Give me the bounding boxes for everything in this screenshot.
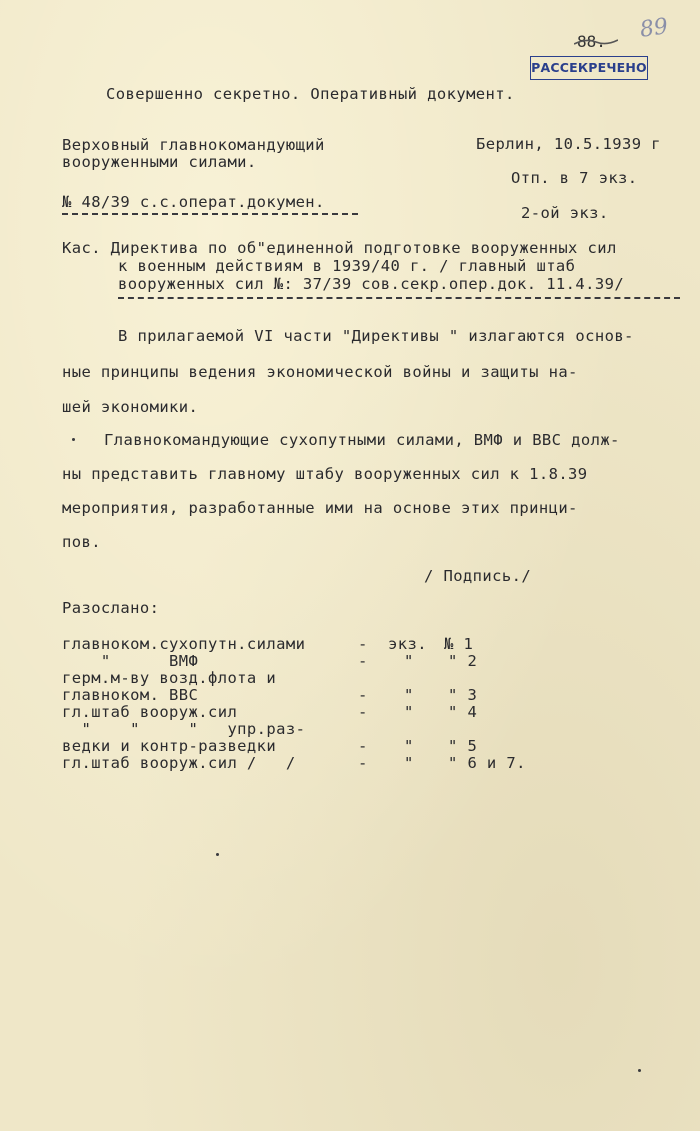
paper-speck [72, 438, 75, 441]
row-name: " ВМФ [62, 652, 199, 670]
paper-speck [216, 853, 219, 856]
row-name: главноком. ВВС [62, 686, 199, 704]
signature: / Подпись./ [424, 567, 532, 585]
row-ekz: " [404, 737, 414, 755]
subject-underline [118, 297, 680, 299]
issuer-line1: Верховный главнокомандующий [62, 136, 325, 154]
row-ekz: " [404, 754, 414, 772]
declassified-stamp: РАССЕКРЕЧЕНО [530, 56, 648, 80]
page-number-strikethrough [574, 38, 618, 46]
row-ekz: " [404, 652, 414, 670]
document-ref: № 48/39 с.с.операт.докумен. [62, 193, 325, 211]
row-name: " " " упр.раз- [62, 720, 306, 738]
handwritten-page-number: 89 [638, 14, 670, 43]
issuer-line2: вооруженными силами. [62, 153, 257, 171]
row-name: гл.штаб вооруж.сил / / [62, 754, 296, 772]
paper-speck [638, 1069, 641, 1072]
row-name: ведки и контр-разведки [62, 737, 277, 755]
row-number: " 6 и 7. [448, 754, 526, 772]
row-name: герм.м-ву возд.флота и [62, 669, 277, 687]
paragraph2-line1: Главнокомандующие сухопутными силами, ВМФ и ВВС долж- [104, 431, 620, 449]
row-dash: - [358, 703, 368, 721]
classification: Совершенно секретно. Оперативный документ. [106, 85, 515, 103]
copies-count: Отп. в 7 экз. [511, 169, 638, 187]
row-ekz: экз. [388, 635, 427, 653]
row-number: " 5 [448, 737, 478, 755]
paragraph2-line3: мероприятия, разработанные ими на основе этих принци- [62, 499, 578, 517]
row-dash: - [358, 754, 368, 772]
row-ekz: " [404, 686, 414, 704]
row-dash: - [358, 652, 368, 670]
subject-line2: к военным действиям в 1939/40 г. / главный штаб [118, 257, 576, 275]
paragraph2-line4: пов. [62, 533, 101, 551]
row-dash: - [358, 737, 368, 755]
row-ekz: " [404, 703, 414, 721]
row-number: " 3 [448, 686, 478, 704]
row-dash: - [358, 635, 368, 653]
subject-line1: Кас. Директива по об"единенной подготовке вооруженных сил [62, 239, 617, 257]
row-number: № 1 [444, 635, 474, 653]
distribution-title: Разослано: [62, 599, 160, 617]
page-number: 88. [577, 32, 606, 51]
ref-underline [62, 213, 358, 215]
row-number: " 4 [448, 703, 478, 721]
subject-line3: вооруженных сил №: 37/39 сов.секр.опер.док. 11.4.39/ [118, 275, 625, 293]
row-number: " 2 [448, 652, 478, 670]
row-name: главноком.сухопутн.силами [62, 635, 306, 653]
row-name: гл.штаб вооруж.сил [62, 703, 238, 721]
place-date: Берлин, 10.5.1939 г [476, 135, 661, 153]
copy-number: 2-ой экз. [521, 204, 609, 222]
paragraph2-line2: ны представить главному штабу вооруженных сил к 1.8.39 [62, 465, 588, 483]
paragraph1-line2: ные принципы ведения экономической войны и защиты на- [62, 363, 578, 381]
paragraph1-line1: В прилагаемой VI части "Директивы " излагаются основ- [118, 327, 634, 345]
paragraph1-line3: шей экономики. [62, 398, 199, 416]
row-dash: - [358, 686, 368, 704]
